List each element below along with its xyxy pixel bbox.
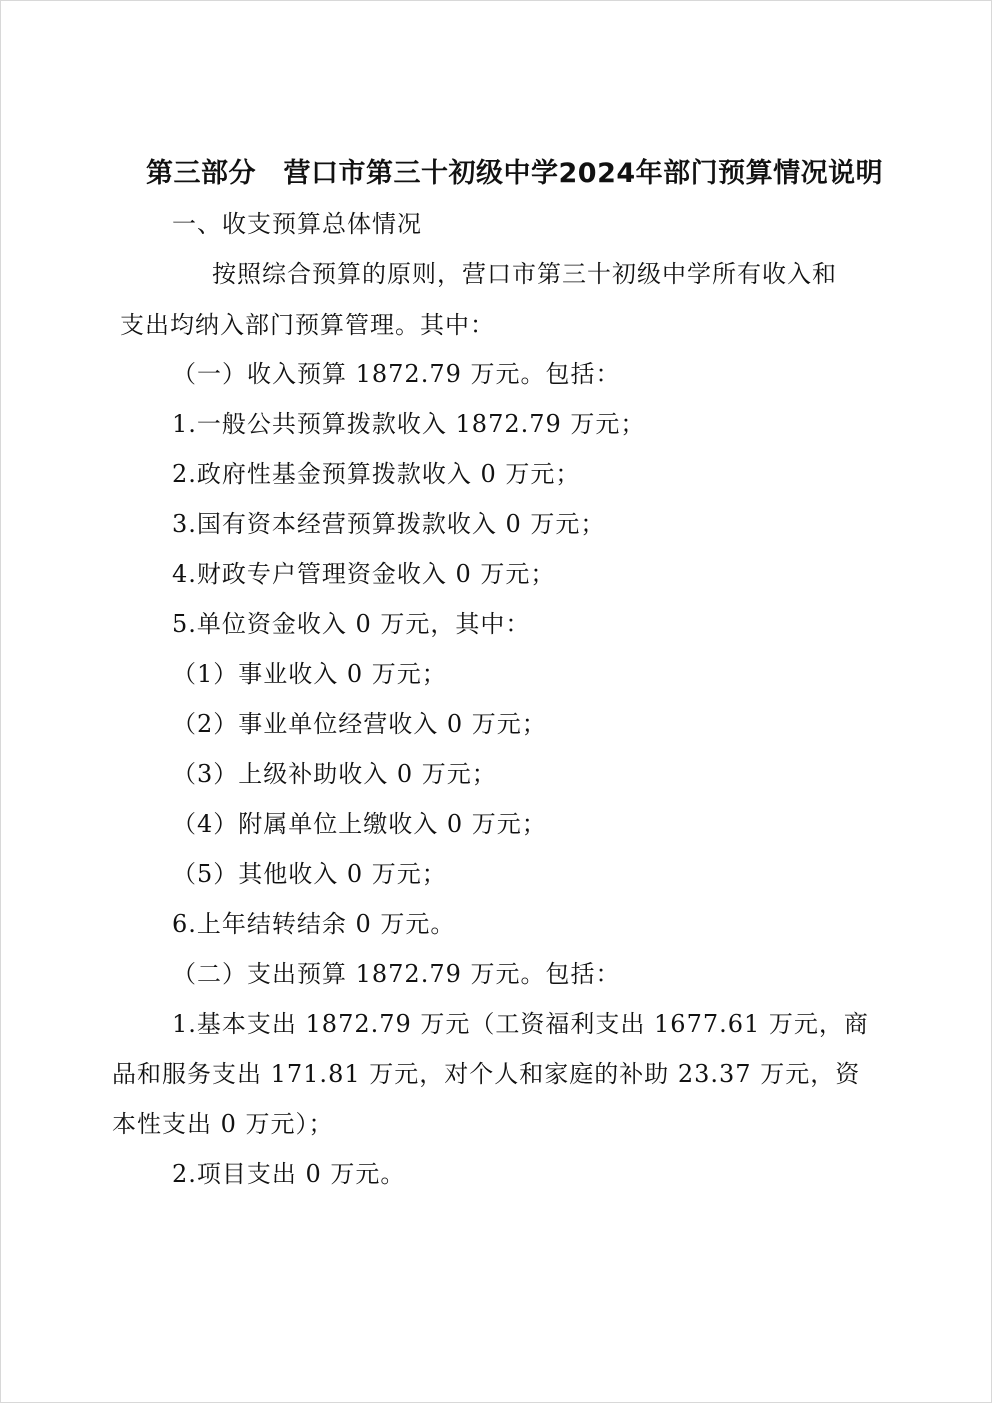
section-heading: 一、收支预算总体情况: [172, 210, 422, 238]
income-item-5: 5.单位资金收入 0 万元，其中：: [172, 610, 531, 638]
expense-item-2: 2.项目支出 0 万元。: [172, 1160, 406, 1188]
income-item-2: 2.政府性基金预算拨款收入 0 万元；: [172, 460, 581, 488]
income-sub-4: （4）附属单位上缴收入 0 万元；: [172, 810, 547, 838]
income-item-3: 3.国有资本经营预算拨款收入 0 万元；: [172, 510, 606, 538]
intro-line-2: 支出均纳入部门预算管理。其中：: [120, 311, 495, 339]
income-sub-2: （2）事业单位经营收入 0 万元；: [172, 710, 547, 738]
income-sub-5: （5）其他收入 0 万元；: [172, 860, 447, 888]
intro-line-1: 按照综合预算的原则，营口市第三十初级中学所有收入和: [212, 260, 837, 288]
income-item-1: 1.一般公共预算拨款收入 1872.79 万元；: [172, 410, 646, 438]
income-sub-3: （3）上级补助收入 0 万元；: [172, 760, 497, 788]
income-heading: （一）收入预算 1872.79 万元。包括：: [172, 360, 621, 388]
document-title: 第三部分 营口市第三十初级中学2024年部门预算情况说明: [146, 158, 884, 189]
income-item-4: 4.财政专户管理资金收入 0 万元；: [172, 560, 556, 588]
expense-item-1-line-2: 品和服务支出 171.81 万元，对个人和家庭的补助 23.37 万元，资: [112, 1060, 861, 1088]
expense-heading: （二）支出预算 1872.79 万元。包括：: [172, 960, 621, 988]
income-sub-1: （1）事业收入 0 万元；: [172, 660, 447, 688]
expense-item-1-line-1: 1.基本支出 1872.79 万元（工资福利支出 1677.61 万元，商: [172, 1010, 869, 1038]
expense-item-1-line-3: 本性支出 0 万元）；: [112, 1110, 334, 1138]
income-item-6: 6.上年结转结余 0 万元。: [172, 910, 456, 938]
